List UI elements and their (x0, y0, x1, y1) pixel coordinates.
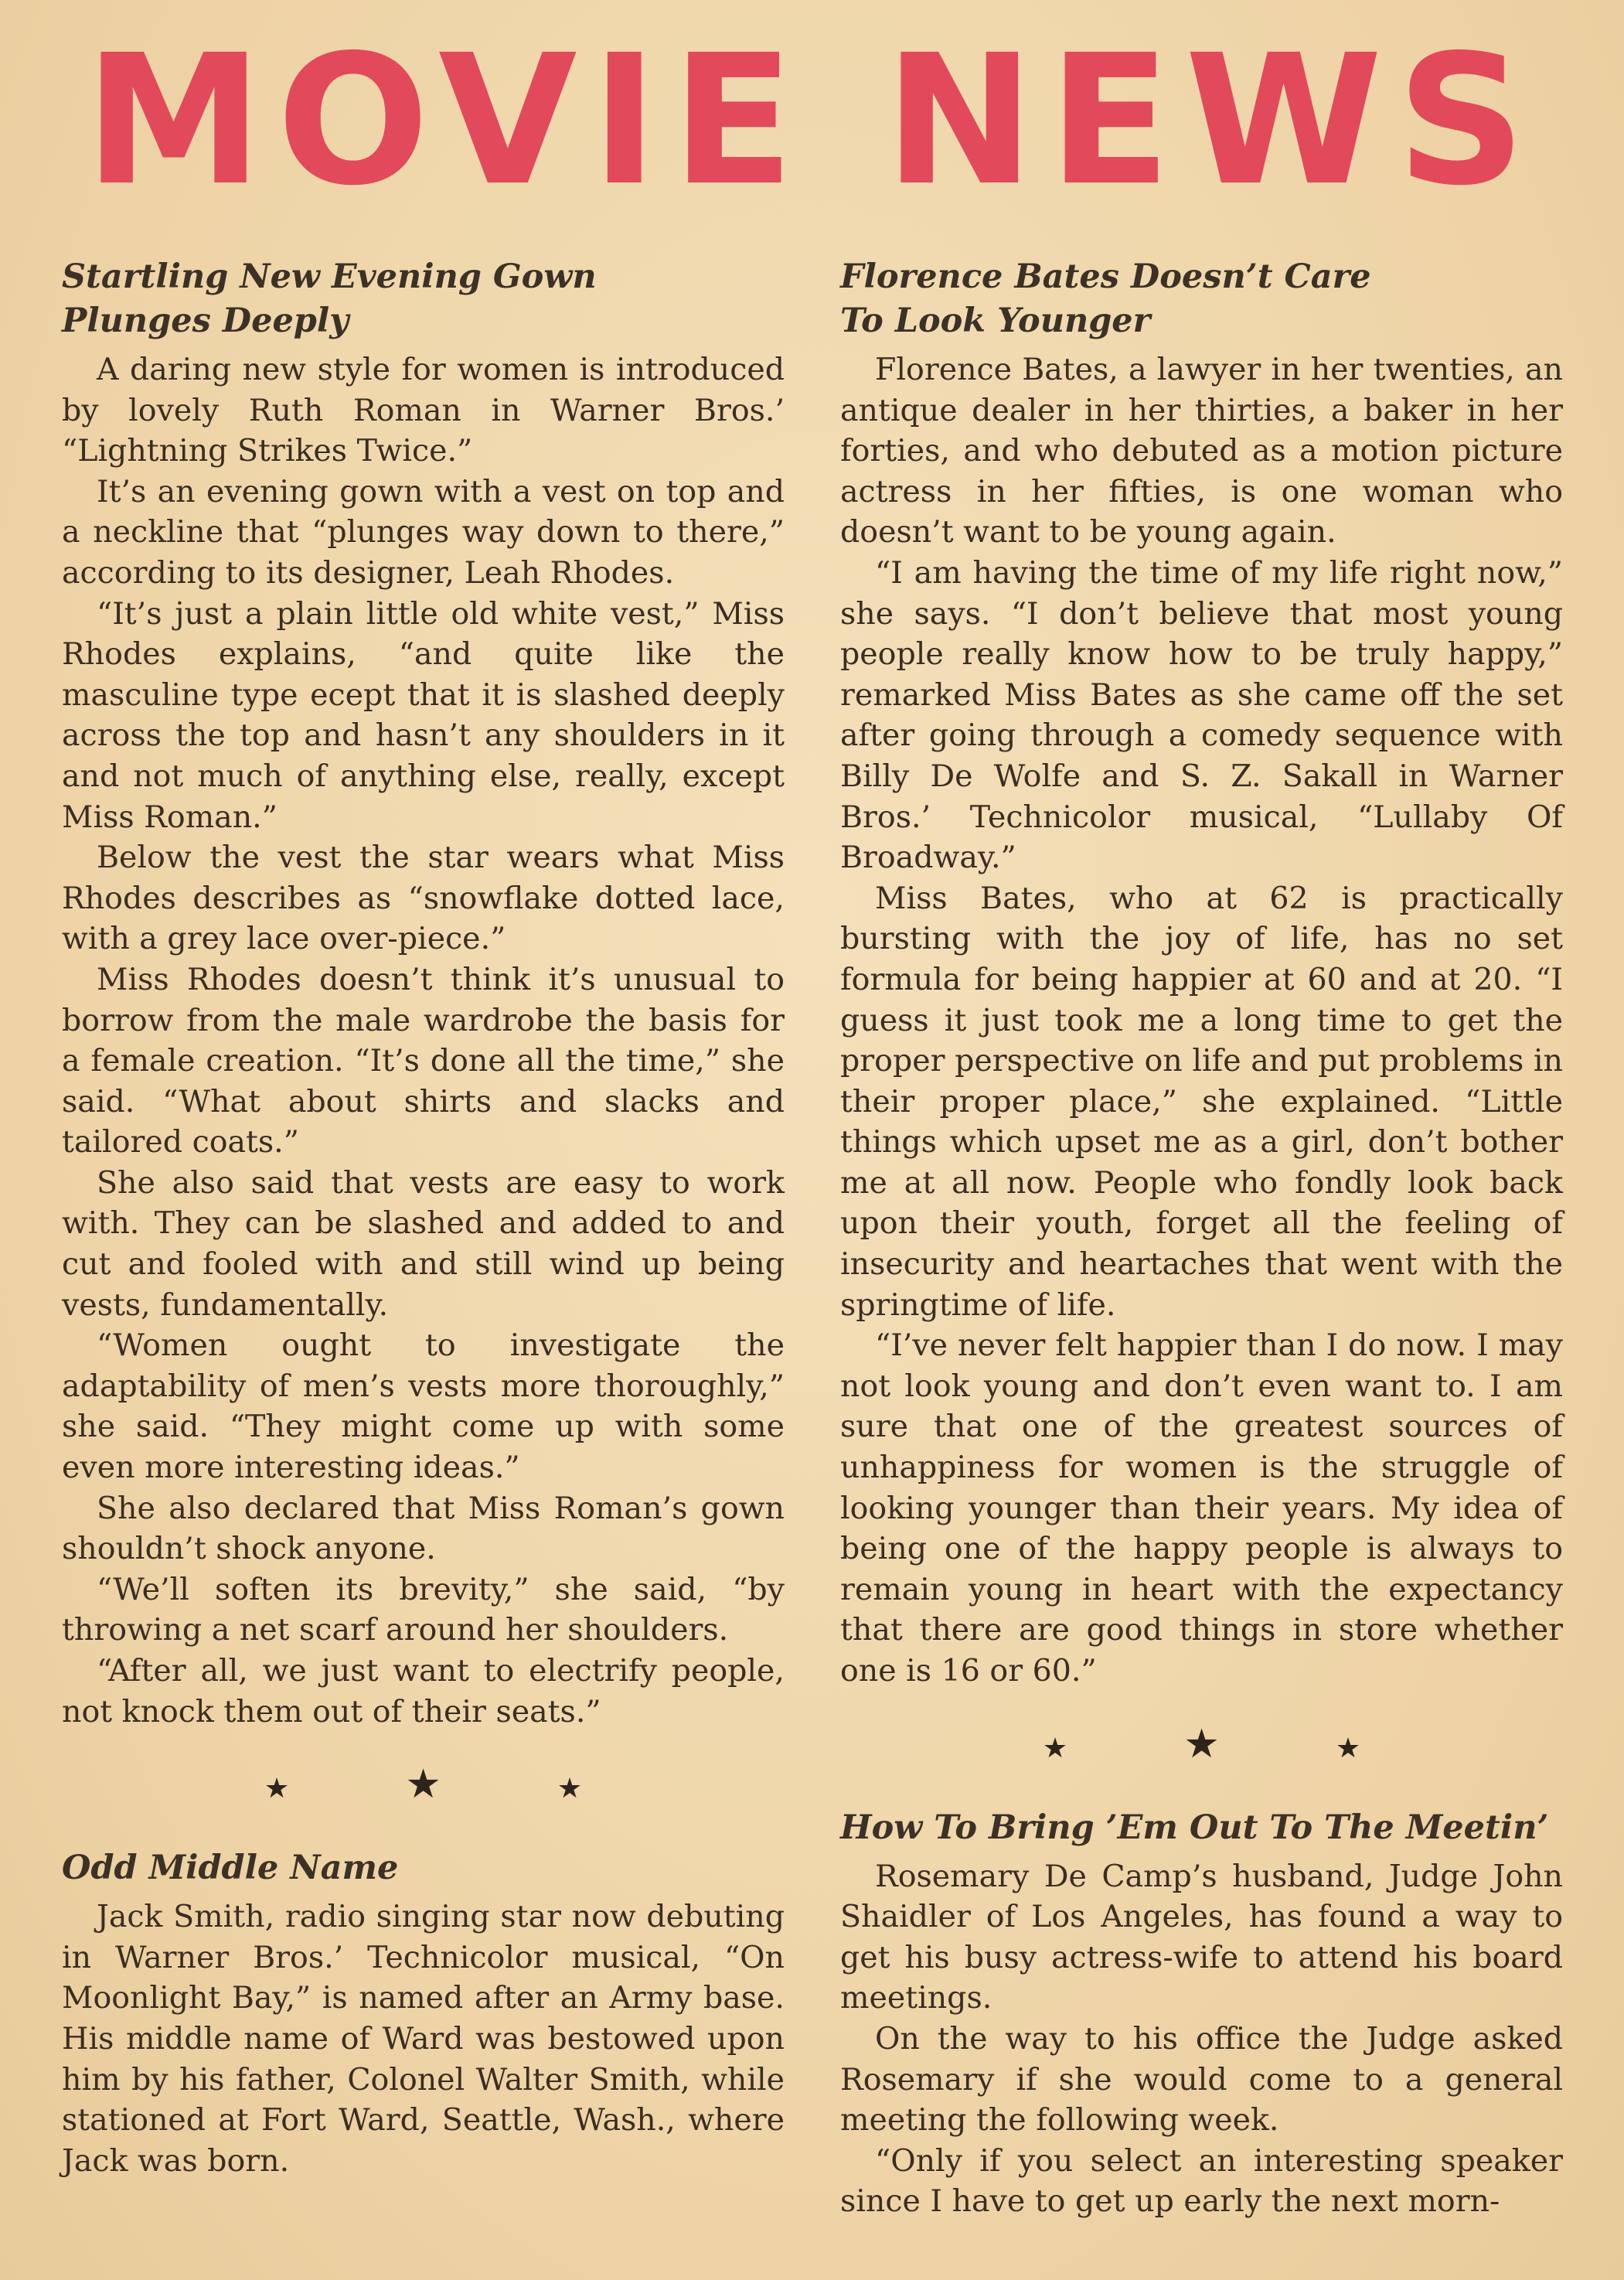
headline-line: Florence Bates Doesn’t Care (840, 257, 1371, 296)
paragraph: A daring new style for women is introduced by lovely Ruth Roman in Warner Bros.’ “Lightning Strikes Twice.” (62, 352, 785, 469)
paragraph: “Women ought to investigate the adaptability of men’s vests more thoroughly,” she said. “They might come up with some even more interesting ideas.” (62, 1327, 785, 1486)
story-meetin (840, 1806, 1563, 2222)
headline-line: How To Bring ’Em Out To The Meetin’ (840, 1808, 1549, 1847)
story-headline (62, 255, 785, 343)
left-column (62, 255, 785, 2181)
paragraph: Miss Bates, who at 62 is practically bursting with the joy of life, has no set formula for being happier at 60 and at 20. “I guess it just took me a long time to get the proper perspective on life and put problems in their proper place,” she explained. “Little things which upset me as a girl, don’t bother me at all now. People who fondly look back upon their youth, forget all the feeling of insecurity and heartaches that went with the springtime of life. (840, 880, 1563, 1323)
headline-line: To Look Younger (840, 302, 1151, 340)
paragraph: Jack Smith, radio singing star now debuting in Warner Bros.’ Technicolor musical, “On Moonlight Bay,” is named after an Army base. His middle name of Ward was bestowed upon him by his father, Colonel Walter Smith, while stationed at Fort Ward, Seattle, Wash., where Jack was born. (62, 1899, 785, 2179)
paragraph: Florence Bates, a lawyer in her twenties, an antique dealer in her thirties, a baker in her forties, and who debuted as a motion picture actress in her fifties, is one woman who doesn’t want to be young again. (840, 352, 1563, 550)
star-separator (62, 1761, 785, 1808)
paragraph: “It’s just a plain little old white vest,” Miss Rhodes explains, “and quite like the masculine type ecept that it is slashed deeply across the top and hasn’t any shoulders in it and not much of anything else, really, except Miss Roman.” (62, 595, 785, 835)
paragraph: Miss Rhodes doesn’t think it’s unusual to borrow from the male wardrobe the basis for a female creation. “It’s done all the time,” she said. “What about shirts and slacks and tailored coats.” (62, 961, 785, 1160)
paragraph: Below the vest the star wears what Miss Rhodes describes as “snowflake dotted lace, with a grey lace over-piece.” (62, 840, 785, 957)
paragraph: She also declared that Miss Roman’s gown shouldn’t shock anyone. (62, 1490, 785, 1567)
star-icon: ★ (264, 1773, 406, 1805)
star-icon: ★ (405, 1761, 557, 1808)
story-odd-middle-name (62, 1846, 785, 2181)
paragraph: On the way to his office the Judge asked Rosemary if she would come to a general meeting the following week. (840, 2020, 1563, 2139)
paragraph: “I’ve never felt happier than I do now. I may not look young and don’t even want to. I am sure that one of the greatest sources of unhappiness for women is the struggle of looking younger than their years. My idea of being one of the happy people is always to remain young in heart with the expectancy that there are good things in store whether one is 16 or 60.” (840, 1327, 1563, 1689)
paragraph: “After all, we just want to electrify people, not knock them out of their seats.” (62, 1653, 785, 1730)
star-icon: ★ (1335, 1732, 1477, 1764)
paragraph: “I am having the time of my life right now,” she says. “I don’t believe that most young people really know how to be truly happy,” remarked Miss Bates as she came off the set after going through a comedy sequence with Billy De Wolfe and S. Z. Sakall in Warner Bros.’ Technicolor musical, “Lullaby Of Broadway.” (840, 554, 1563, 876)
star-separator (840, 1721, 1563, 1767)
star-icon: ★ (1183, 1720, 1336, 1767)
story-evening-gown (62, 255, 785, 1732)
right-column (840, 255, 1563, 2222)
story-headline (840, 1806, 1563, 1850)
story-florence-bates (840, 255, 1563, 1692)
paragraph: It’s an evening gown with a vest on top and a neckline that “plunges way down to there,” according to its designer, Leah Rhodes. (62, 473, 785, 591)
headline-line: Odd Middle Name (62, 1849, 399, 1888)
paragraph: Rosemary De Camp’s husband, Judge John Shaidler of Los Angeles, has found a way to get his busy actress-wife to attend his board meetings. (840, 1858, 1563, 2016)
star-icon: ★ (557, 1773, 699, 1805)
paragraph: She also said that vests are easy to work with. They can be slashed and added to and cut and fooled with and still wind up being vests, fundamentally. (62, 1164, 785, 1323)
story-headline (840, 255, 1563, 343)
star-icon: ★ (1042, 1732, 1184, 1764)
paragraph: “Only if you select an interesting speaker since I have to get up early the next morn- (840, 2142, 1563, 2220)
headline-line: Plunges Deeply (62, 302, 349, 340)
story-headline (62, 1846, 785, 1890)
paragraph: “We’ll soften its brevity,” she said, “by throwing a net scarf around her shoulders. (62, 1571, 785, 1648)
masthead-title: MOVIE NEWS (84, 16, 1540, 225)
headline-line: Startling New Evening Gown (62, 257, 597, 296)
